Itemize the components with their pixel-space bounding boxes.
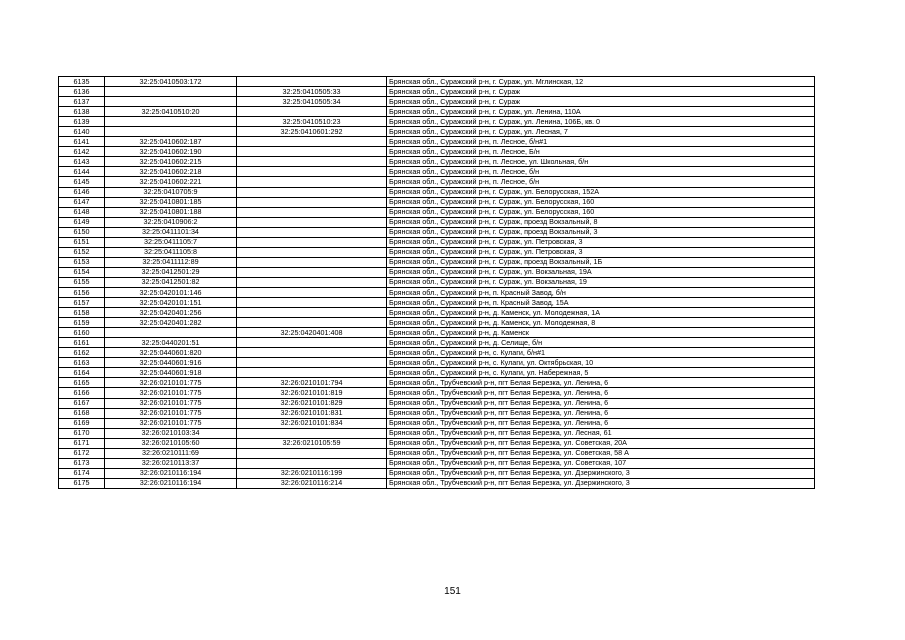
row-number-cell: 6144	[59, 167, 105, 177]
address-cell: Брянская обл., Суражский р-н, п. Красный Завод, 15А	[387, 298, 815, 308]
cadastral-number-cell: 32:26:0210105:60	[105, 438, 237, 448]
cadastral-number-cell: 32:25:0411105:7	[105, 237, 237, 247]
table-row	[59, 458, 815, 468]
cadastral-number-cell: 32:25:0440201:51	[105, 338, 237, 348]
row-number-cell: 6157	[59, 298, 105, 308]
cadastral-number-cell: 32:26:0210116:194	[105, 468, 237, 478]
object-cadastral-number-cell: 32:25:0420401:408	[237, 328, 387, 338]
row-number-cell: 6170	[59, 428, 105, 438]
cadastral-number-cell: 32:25:0411101:34	[105, 227, 237, 237]
address-cell: Брянская обл., Суражский р-н, п. Красный Завод, б/н	[387, 287, 815, 297]
cadastral-number-cell: 32:26:0210113:37	[105, 458, 237, 468]
cadastral-number-cell: 32:25:0412501:29	[105, 267, 237, 277]
cadastral-number-cell: 32:25:0410602:221	[105, 177, 237, 187]
table-row	[59, 368, 815, 378]
table-row	[59, 77, 815, 87]
table-row	[59, 207, 815, 217]
table-row	[59, 247, 815, 257]
row-number-cell: 6174	[59, 468, 105, 478]
address-cell: Брянская обл., Трубчевский р-н, пгт Белая Березка, ул. Ленина, 6	[387, 408, 815, 418]
row-number-cell: 6141	[59, 137, 105, 147]
table-row	[59, 287, 815, 297]
address-cell: Брянская обл., Суражский р-н, г. Сураж, ул. Белорусская, 160	[387, 197, 815, 207]
object-cadastral-number-cell: 32:25:0410505:34	[237, 97, 387, 107]
cadastral-number-cell	[105, 328, 237, 338]
object-cadastral-number-cell: 32:26:0210116:214	[237, 478, 387, 488]
object-cadastral-number-cell	[237, 177, 387, 187]
address-cell: Брянская обл., Суражский р-н, п. Лесное, б/н	[387, 167, 815, 177]
address-cell: Брянская обл., Суражский р-н, г. Сураж, ул. Белорусская, 152А	[387, 187, 815, 197]
table-row	[59, 87, 815, 97]
cadastral-number-cell: 32:25:0410503:172	[105, 77, 237, 87]
object-cadastral-number-cell	[237, 167, 387, 177]
address-cell: Брянская обл., Суражский р-н, д. Каменск, ул. Молодежная, 8	[387, 318, 815, 328]
address-cell: Брянская обл., Трубчевский р-н, пгт Белая Березка, ул. Советская, 58 А	[387, 448, 815, 458]
table-row	[59, 298, 815, 308]
row-number-cell: 6175	[59, 478, 105, 488]
cadastral-number-cell: 32:25:0410705:9	[105, 187, 237, 197]
address-cell: Брянская обл., Трубчевский р-н, пгт Белая Березка, ул. Ленина, 6	[387, 418, 815, 428]
table-row	[59, 187, 815, 197]
address-cell: Брянская обл., Трубчевский р-н, пгт Белая Березка, ул. Дзержинского, 3	[387, 468, 815, 478]
cadastral-number-cell: 32:26:0210111:69	[105, 448, 237, 458]
table-row	[59, 167, 815, 177]
table-row	[59, 237, 815, 247]
table-row	[59, 348, 815, 358]
row-number-cell: 6138	[59, 107, 105, 117]
cadastral-number-cell: 32:25:0412501:82	[105, 277, 237, 287]
cadastral-number-cell	[105, 97, 237, 107]
object-cadastral-number-cell: 32:26:0210105:59	[237, 438, 387, 448]
table-row	[59, 388, 815, 398]
object-cadastral-number-cell	[237, 348, 387, 358]
row-number-cell: 6158	[59, 308, 105, 318]
table-row	[59, 448, 815, 458]
address-cell: Брянская обл., Суражский р-н, с. Кулаги, ул. Октябрьская, 10	[387, 358, 815, 368]
cadastral-number-cell: 32:25:0411105:8	[105, 247, 237, 257]
table-row	[59, 197, 815, 207]
row-number-cell: 6150	[59, 227, 105, 237]
address-cell: Брянская обл., Суражский р-н, д. Каменск	[387, 328, 815, 338]
row-number-cell: 6136	[59, 87, 105, 97]
row-number-cell: 6139	[59, 117, 105, 127]
table-row	[59, 137, 815, 147]
object-cadastral-number-cell	[237, 267, 387, 277]
object-cadastral-number-cell: 32:26:0210101:819	[237, 388, 387, 398]
object-cadastral-number-cell	[237, 137, 387, 147]
object-cadastral-number-cell	[237, 428, 387, 438]
object-cadastral-number-cell	[237, 157, 387, 167]
table-row	[59, 468, 815, 478]
address-cell: Брянская обл., Суражский р-н, г. Сураж, ул. Ленина, 106Б, кв. 0	[387, 117, 815, 127]
row-number-cell: 6145	[59, 177, 105, 187]
table-row	[59, 217, 815, 227]
table-row	[59, 438, 815, 448]
row-number-cell: 6160	[59, 328, 105, 338]
address-cell: Брянская обл., Трубчевский р-н, пгт Белая Березка, ул. Дзержинского, 3	[387, 478, 815, 488]
table-row	[59, 157, 815, 167]
object-cadastral-number-cell: 32:26:0210101:831	[237, 408, 387, 418]
object-cadastral-number-cell: 32:26:0210101:829	[237, 398, 387, 408]
object-cadastral-number-cell	[237, 187, 387, 197]
cadastral-number-cell: 32:26:0210101:775	[105, 378, 237, 388]
object-cadastral-number-cell: 32:25:0410505:33	[237, 87, 387, 97]
address-cell: Брянская обл., Суражский р-н, г. Сураж, проезд Вокзальный, 1Б	[387, 257, 815, 267]
cadastral-number-cell: 32:25:0420101:151	[105, 298, 237, 308]
table-row	[59, 257, 815, 267]
row-number-cell: 6161	[59, 338, 105, 348]
registry-table-body	[59, 77, 815, 489]
cadastral-number-cell: 32:25:0410602:187	[105, 137, 237, 147]
object-cadastral-number-cell	[237, 458, 387, 468]
cadastral-number-cell: 32:26:0210101:775	[105, 398, 237, 408]
object-cadastral-number-cell	[237, 207, 387, 217]
table-row	[59, 428, 815, 438]
address-cell: Брянская обл., Суражский р-н, г. Сураж	[387, 87, 815, 97]
object-cadastral-number-cell: 32:25:0410601:292	[237, 127, 387, 137]
row-number-cell: 6165	[59, 378, 105, 388]
table-row	[59, 227, 815, 237]
address-cell: Брянская обл., Трубчевский р-н, пгт Белая Березка, ул. Советская, 107	[387, 458, 815, 468]
address-cell: Брянская обл., Суражский р-н, п. Лесное, Б/н	[387, 147, 815, 157]
row-number-cell: 6151	[59, 237, 105, 247]
row-number-cell: 6155	[59, 277, 105, 287]
object-cadastral-number-cell	[237, 147, 387, 157]
row-number-cell: 6171	[59, 438, 105, 448]
cadastral-number-cell: 32:26:0210103:34	[105, 428, 237, 438]
address-cell: Брянская обл., Суражский р-н, г. Сураж	[387, 97, 815, 107]
registry-table	[58, 76, 815, 489]
object-cadastral-number-cell	[237, 227, 387, 237]
cadastral-number-cell	[105, 127, 237, 137]
object-cadastral-number-cell	[237, 358, 387, 368]
object-cadastral-number-cell	[237, 448, 387, 458]
object-cadastral-number-cell	[237, 298, 387, 308]
address-cell: Брянская обл., Трубчевский р-н, пгт Белая Березка, ул. Лесная, 61	[387, 428, 815, 438]
row-number-cell: 6163	[59, 358, 105, 368]
object-cadastral-number-cell	[237, 257, 387, 267]
cadastral-number-cell: 32:25:0410602:190	[105, 147, 237, 157]
table-row	[59, 107, 815, 117]
object-cadastral-number-cell	[237, 308, 387, 318]
address-cell: Брянская обл., Суражский р-н, д. Каменск, ул. Молодежная, 1А	[387, 308, 815, 318]
row-number-cell: 6152	[59, 247, 105, 257]
cadastral-number-cell: 32:25:0420401:282	[105, 318, 237, 328]
cadastral-number-cell: 32:26:0210116:194	[105, 478, 237, 488]
cadastral-number-cell	[105, 117, 237, 127]
address-cell: Брянская обл., Суражский р-н, г. Сураж, проезд Вокзальный, 8	[387, 217, 815, 227]
row-number-cell: 6168	[59, 408, 105, 418]
cadastral-number-cell: 32:25:0410602:218	[105, 167, 237, 177]
row-number-cell: 6169	[59, 418, 105, 428]
row-number-cell: 6156	[59, 287, 105, 297]
row-number-cell: 6143	[59, 157, 105, 167]
address-cell: Брянская обл., Суражский р-н, г. Сураж, ул. Белорусская, 160	[387, 207, 815, 217]
table-row	[59, 328, 815, 338]
row-number-cell: 6142	[59, 147, 105, 157]
row-number-cell: 6164	[59, 368, 105, 378]
address-cell: Брянская обл., Суражский р-н, п. Лесное, б/н#1	[387, 137, 815, 147]
address-cell: Брянская обл., Суражский р-н, г. Сураж, проезд Вокзальный, 3	[387, 227, 815, 237]
table-row	[59, 97, 815, 107]
row-number-cell: 6159	[59, 318, 105, 328]
address-cell: Брянская обл., Трубчевский р-н, пгт Белая Березка, ул. Ленина, 6	[387, 398, 815, 408]
address-cell: Брянская обл., Суражский р-н, г. Сураж, ул. Вокзальная, 19	[387, 277, 815, 287]
table-row	[59, 358, 815, 368]
object-cadastral-number-cell	[237, 217, 387, 227]
object-cadastral-number-cell	[237, 237, 387, 247]
row-number-cell: 6166	[59, 388, 105, 398]
object-cadastral-number-cell	[237, 77, 387, 87]
address-cell: Брянская обл., Суражский р-н, г. Сураж, ул. Петровская, 3	[387, 237, 815, 247]
row-number-cell: 6147	[59, 197, 105, 207]
row-number-cell: 6162	[59, 348, 105, 358]
object-cadastral-number-cell: 32:25:0410510:23	[237, 117, 387, 127]
object-cadastral-number-cell	[237, 368, 387, 378]
row-number-cell: 6146	[59, 187, 105, 197]
table-row	[59, 117, 815, 127]
cadastral-number-cell: 32:26:0210101:775	[105, 408, 237, 418]
object-cadastral-number-cell	[237, 107, 387, 117]
row-number-cell: 6149	[59, 217, 105, 227]
cadastral-number-cell: 32:25:0410510:20	[105, 107, 237, 117]
cadastral-number-cell: 32:26:0210101:775	[105, 418, 237, 428]
table-row	[59, 338, 815, 348]
table-row	[59, 177, 815, 187]
address-cell: Брянская обл., Суражский р-н, г. Сураж, ул. Лесная, 7	[387, 127, 815, 137]
address-cell: Брянская обл., Суражский р-н, п. Лесное, б/н	[387, 177, 815, 187]
cadastral-number-cell: 32:25:0420401:256	[105, 308, 237, 318]
address-cell: Брянская обл., Суражский р-н, г. Сураж, ул. Ленина, 110А	[387, 107, 815, 117]
row-number-cell: 6135	[59, 77, 105, 87]
address-cell: Брянская обл., Трубчевский р-н, пгт Белая Березка, ул. Ленина, 6	[387, 388, 815, 398]
row-number-cell: 6167	[59, 398, 105, 408]
object-cadastral-number-cell	[237, 277, 387, 287]
table-row	[59, 267, 815, 277]
address-cell: Брянская обл., Суражский р-н, г. Сураж, ул. Мглинская, 12	[387, 77, 815, 87]
cadastral-number-cell: 32:25:0411112:89	[105, 257, 237, 267]
table-row	[59, 378, 815, 388]
object-cadastral-number-cell	[237, 247, 387, 257]
table-row	[59, 418, 815, 428]
cadastral-number-cell: 32:25:0410801:188	[105, 207, 237, 217]
address-cell: Брянская обл., Трубчевский р-н, пгт Белая Березка, ул. Советская, 20А	[387, 438, 815, 448]
table-row	[59, 398, 815, 408]
address-cell: Брянская обл., Суражский р-н, г. Сураж, ул. Вокзальная, 19А	[387, 267, 815, 277]
address-cell: Брянская обл., Суражский р-н, п. Лесное, ул. Школьная, б/н	[387, 157, 815, 167]
address-cell: Брянская обл., Суражский р-н, с. Кулаги, ул. Набережная, 5	[387, 368, 815, 378]
object-cadastral-number-cell	[237, 318, 387, 328]
cadastral-number-cell: 32:26:0210101:775	[105, 388, 237, 398]
address-cell: Брянская обл., Трубчевский р-н, пгт Белая Березка, ул. Ленина, 6	[387, 378, 815, 388]
page-number: 151	[444, 586, 461, 597]
object-cadastral-number-cell	[237, 338, 387, 348]
table-row	[59, 308, 815, 318]
table-row	[59, 408, 815, 418]
row-number-cell: 6140	[59, 127, 105, 137]
cadastral-number-cell: 32:25:0410906:2	[105, 217, 237, 227]
row-number-cell: 6153	[59, 257, 105, 267]
object-cadastral-number-cell: 32:26:0210116:199	[237, 468, 387, 478]
object-cadastral-number-cell: 32:26:0210101:834	[237, 418, 387, 428]
table-row	[59, 147, 815, 157]
address-cell: Брянская обл., Суражский р-н, д. Селище, б/н	[387, 338, 815, 348]
row-number-cell: 6154	[59, 267, 105, 277]
cadastral-number-cell: 32:25:0420101:146	[105, 287, 237, 297]
cadastral-number-cell	[105, 87, 237, 97]
address-cell: Брянская обл., Суражский р-н, г. Сураж, ул. Петровская, 3	[387, 247, 815, 257]
table-row	[59, 478, 815, 488]
object-cadastral-number-cell	[237, 287, 387, 297]
row-number-cell: 6137	[59, 97, 105, 107]
cadastral-number-cell: 32:25:0410602:215	[105, 157, 237, 167]
cadastral-number-cell: 32:25:0410801:185	[105, 197, 237, 207]
row-number-cell: 6173	[59, 458, 105, 468]
cadastral-number-cell: 32:25:0440601:918	[105, 368, 237, 378]
table-row	[59, 277, 815, 287]
row-number-cell: 6172	[59, 448, 105, 458]
object-cadastral-number-cell	[237, 197, 387, 207]
address-cell: Брянская обл., Суражский р-н, с. Кулаги, б/н#1	[387, 348, 815, 358]
table-row	[59, 127, 815, 137]
cadastral-number-cell: 32:25:0440601:916	[105, 358, 237, 368]
object-cadastral-number-cell: 32:26:0210101:794	[237, 378, 387, 388]
row-number-cell: 6148	[59, 207, 105, 217]
cadastral-number-cell: 32:25:0440601:820	[105, 348, 237, 358]
table-row	[59, 318, 815, 328]
